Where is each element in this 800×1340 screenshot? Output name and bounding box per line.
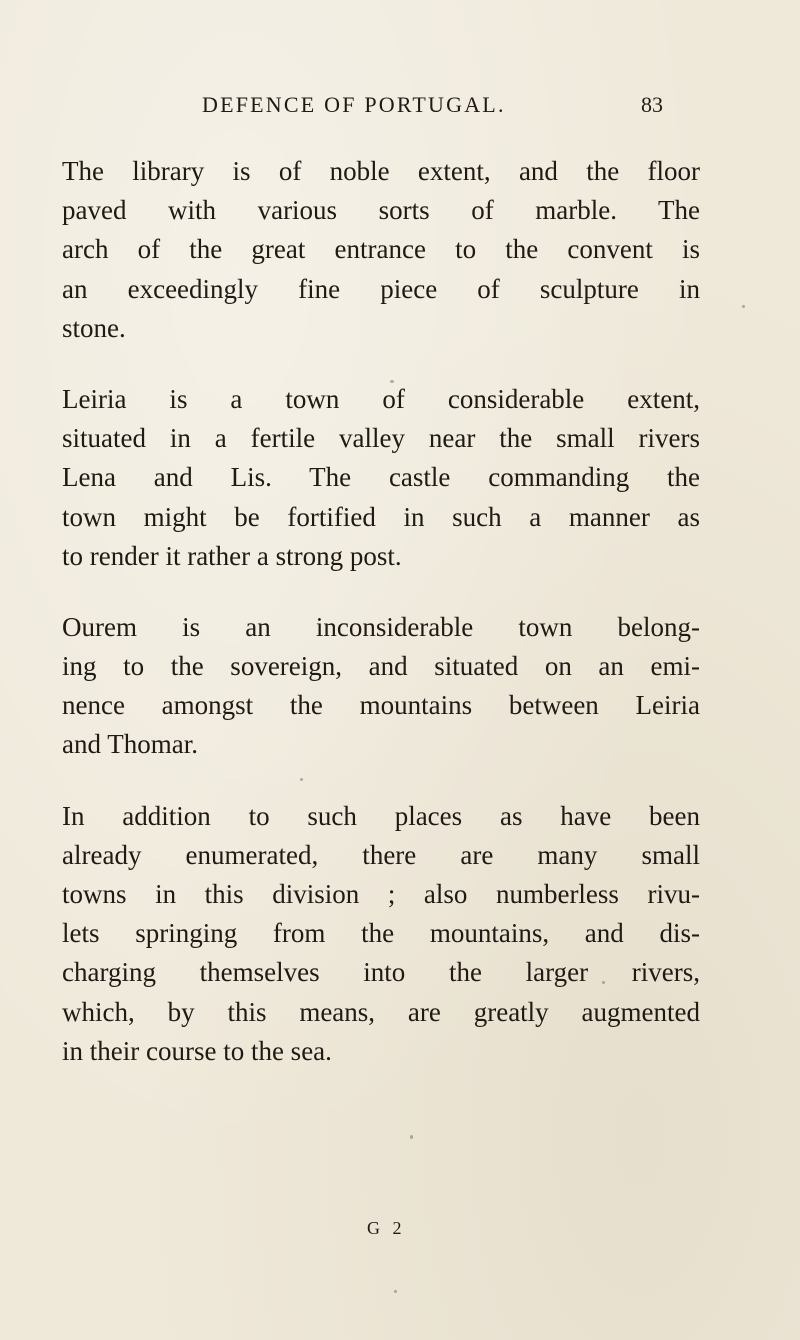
paper-speck — [602, 981, 605, 984]
text-line: Lena and Lis. The castle commanding the — [62, 462, 700, 493]
text-line: an exceedingly fine piece of sculpture in — [62, 273, 700, 304]
text-line: lets springing from the mountains, and dis- — [62, 918, 700, 949]
text-line: Leiria is a town of considerable extent, — [62, 383, 700, 414]
text-line: situated in a fertile valley near the small rivers — [62, 423, 700, 454]
paragraph-leiria — [62, 380, 700, 576]
paragraph-library — [62, 152, 700, 348]
text-line: towns in this division ; also numberless rivu- — [62, 879, 700, 909]
body-text — [62, 152, 700, 1103]
text-line: Ourem is an inconsiderable town belong- — [62, 611, 700, 642]
paper-speck — [742, 305, 745, 308]
paper-speck — [390, 380, 394, 383]
text-line: The library is of noble extent, and the floor — [62, 156, 700, 186]
text-line: and Thomar. — [62, 729, 198, 760]
text-line: In addition to such places as have been — [62, 800, 700, 831]
page-number: 83 — [641, 92, 663, 117]
text-line: paved with various sorts of marble. The — [62, 195, 700, 226]
text-line: nence amongst the mountains between Leiria — [62, 690, 700, 721]
text-line: arch of the great entrance to the convent is — [62, 234, 700, 265]
running-head — [0, 92, 800, 122]
text-line: in their course to the sea. — [62, 1035, 332, 1066]
paragraph-ourem — [62, 608, 700, 765]
text-line: to render it rather a strong post. — [62, 540, 402, 571]
text-line: already enumerated, there are many small — [62, 839, 700, 870]
text-line: which, by this means, are greatly augmented — [62, 996, 700, 1027]
text-line: ing to the sovereign, and situated on an emi- — [62, 651, 700, 682]
paper-speck — [300, 778, 303, 781]
text-line: charging themselves into the larger rivers, — [62, 957, 700, 988]
paper-speck — [394, 1290, 397, 1293]
signature-mark: G 2 — [367, 1218, 406, 1238]
text-line: stone. — [62, 312, 126, 343]
paper-speck — [410, 1135, 413, 1139]
text-line: town might be fortified in such a manner as — [62, 501, 700, 532]
paragraph-rivulets — [62, 797, 700, 1071]
running-title: DEFENCE OF PORTUGAL. — [202, 92, 506, 117]
